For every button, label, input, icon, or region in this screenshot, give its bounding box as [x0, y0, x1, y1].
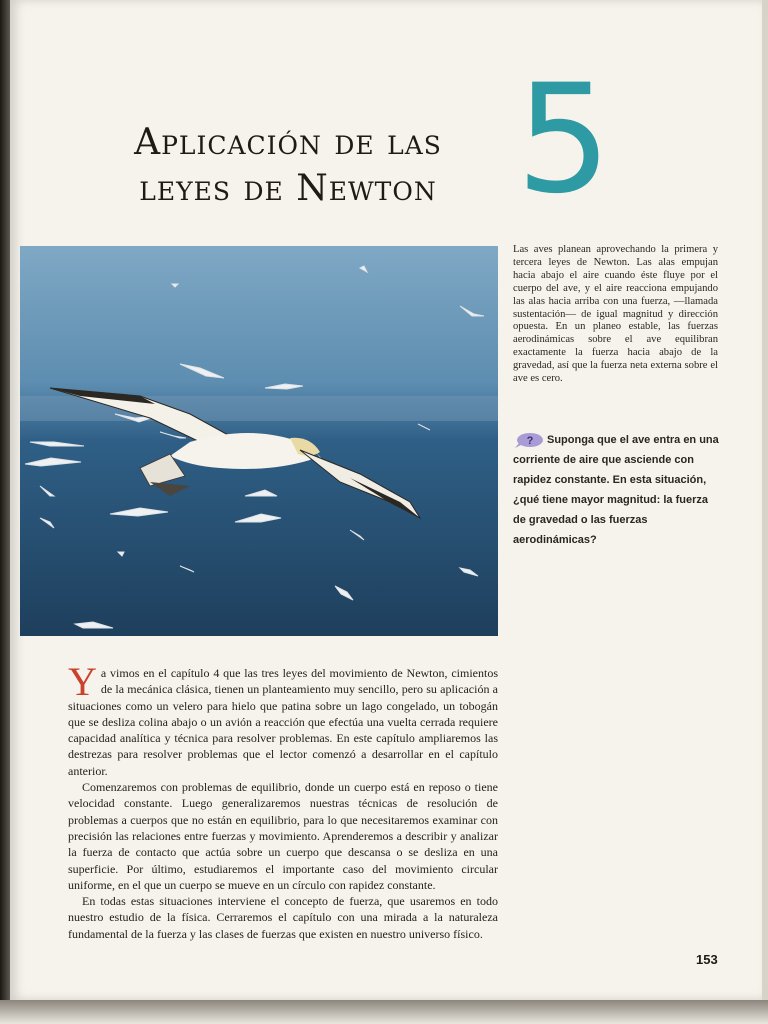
question-glyph: ? [526, 435, 534, 448]
book-page [10, 0, 762, 1000]
page-edge [762, 0, 768, 1000]
intro-paragraph-1 [68, 659, 498, 779]
drop-cap: Y [68, 659, 97, 704]
chapter-title [68, 120, 508, 212]
question-bubble-icon [513, 432, 543, 448]
intro-paragraph-2: Comenzaremos con problemas de equilibrio, donde un cuerpo está en reposo o tiene velocidad constante. Luego generalizaremos nuestras técnicas de resolución de problemas a cuerpos que no están en equilibrio, para lo que necesitaremos examinar con precisión las relaciones entre fuerzas y movimiento. Aprenderemos a describir y analizar la fuerza de contacto que actúa sobre un cuerpo que descansa o se desliza en una superficie. Por último, estudiaremos el importante caso del movimiento circular uniforme, en el que un cuerpo se mueve en un círculo con rapidez constante. [68, 780, 498, 892]
intro-paragraph-3: En todas estas situaciones interviene el concepto de fuerza, que usaremos en todo nuestro estudio de la física. Cerraremos el capítulo con una mirada a la naturaleza fundamental de la fuerza y las clases de fuerzas que existen en nuestro universo físico. [68, 894, 498, 941]
gannet-photo [20, 246, 498, 636]
chapter-intro [68, 659, 498, 942]
intro-paragraph-1-text: a vimos en el capítulo 4 que las tres leyes del movimiento de Newton, cimientos de la mecánica clásica, tienen un planteamiento muy sencillo, pero su aplicación a situaciones como un velero para hielo que patina sobre un lago congelado, un tobogán que se desliza colina abajo o un avión a reacción que efectúa una vuelta cerrada requiere capacidad analítica y técnica para resolver problemas. En este capítulo ampliaremos las destrezas para resolver problemas que el lector comenzó a desarrollar en el capítulo anterior. [68, 666, 498, 778]
page-number: 153 [696, 952, 718, 967]
chapter-question [513, 430, 723, 550]
chapter-number: 5 [516, 53, 612, 227]
chapter-title-line-2: leyes de Newton [139, 168, 437, 209]
question-text: Suponga que el ave entra en una corriente de aire que asciende con rapidez constante. En esta situación, ¿qué tiene mayor magnitud: la fuerza de gravedad o las fuerzas aerodinámicas? [513, 434, 719, 546]
photo-caption: Las aves planean aprovechando la primera y tercera leyes de Newton. Las alas empujan hacia abajo el aire cuando éste fluye por el cuerpo del ave, y el aire reacciona empujando las alas hacia arriba con una fuerza, —llamada sustentación— de igual magnitud y dirección opuesta. En un planeo estable, las fuerzas aerodinámicas sobre el ave equilibran exactamente la fuerza hacia abajo de la gravedad, así que la fuerza neta externa sobre el ave es cero. [513, 244, 718, 385]
scan-bottom-strip [0, 1000, 768, 1024]
chapter-title-line-1: Aplicación de las [134, 122, 442, 163]
